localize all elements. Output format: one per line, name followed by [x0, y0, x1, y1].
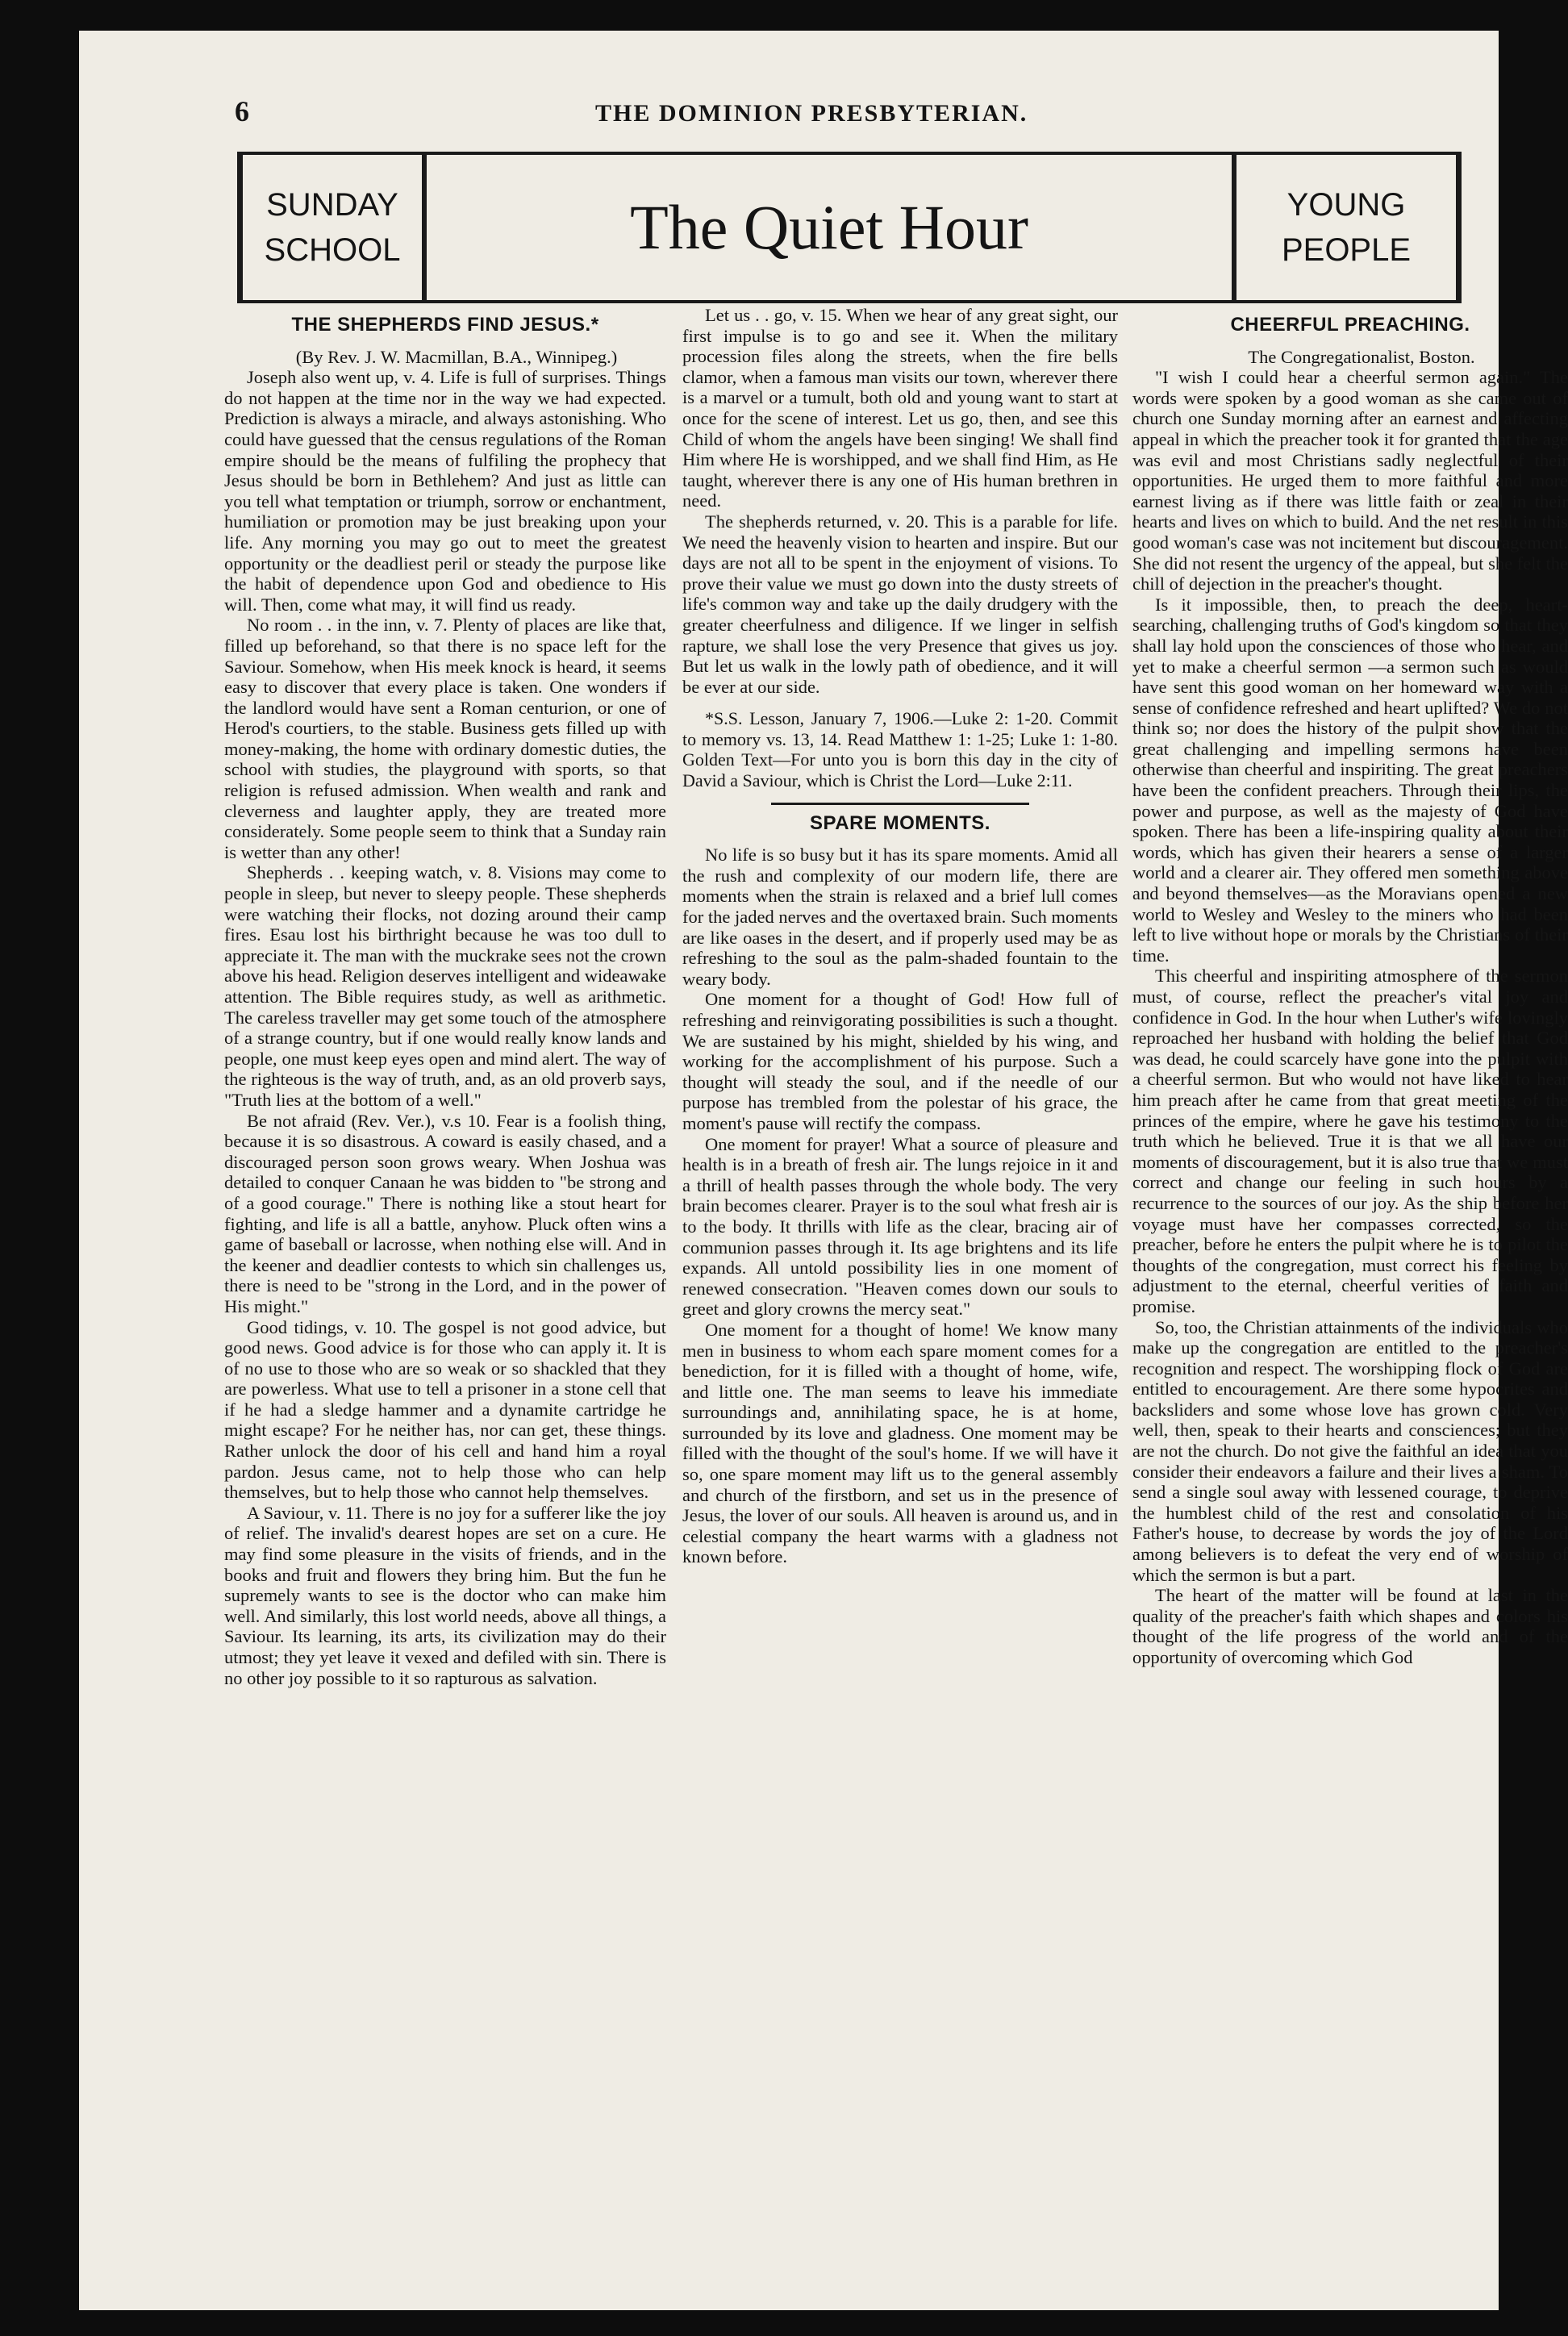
banner-title: The Quiet Hour — [630, 192, 1028, 262]
banner-left-line1: SUNDAY — [266, 187, 398, 223]
article-paragraph: One moment for a thought of home! We know many men in business to whom each spare moment comes for a benediction, for it is filled with a thought of home, wife, and little one. The man seems to leave his immediate surroundings and, annihilating space, he is at home, surrounded by its love and gladness. One moment may be filled with the thought of the soul's home. If we will have it so, one spare moment may lift us to the general assembly and church of the firstborn, and set us in the presence of Jesus, the lover of our souls. All heaven is around us, and in celestial company the heart warms with a gladness not known before. — [682, 1319, 1118, 1567]
article-byline: (By Rev. J. W. Macmillan, B.A., Winnipeg.) — [295, 346, 618, 367]
article-paragraph: "I wish I could hear a cheerful sermon again." The words were spoken by a good woman as she came out of church one Sunday morning after an earnest and affecting appeal in which the preacher took it for granted that the age was evil and most Christians sadly neglectful of their opportunities. He urged them to more faithful and more earnest living as if there was little faith or zeal in their hearts and lives on which to build. And the net result in this good woman's case was not incitement but discouragement. She did not resent the urgency of the appeal, but she felt the chill of dejection in the preacher's thought. — [1132, 367, 1568, 594]
banner-right-line1: YOUNG — [1287, 187, 1406, 223]
running-head — [79, 31, 1499, 136]
article-paragraph: The heart of the matter will be found at last in the quality of the preacher's faith which shapes and colors his thought of the life progress of the world and of the opportunity of overcoming which God — [1132, 1585, 1568, 1667]
article-paragraph: Joseph also went up, v. 4. Life is full of surprises. Things do not happen at the time nor in the way we had expected. Prediction is always a miracle, and always astonishing. Who could have guessed that the census regulations of the Roman empire should be the means of fulfiling the prophecy that Jesus should be born in Bethlehem? And just as little can you tell what temptation or triumph, sorrow or enchantment, humiliation or promotion may be just breaking upon your life. Any morning you may go out to meet the greatest opportunity or the deadliest peril or steady the purpose like the habit of dependence upon God and obedience to His will. Then, come what may, it will find us ready. — [224, 367, 666, 615]
banner-right-box — [1232, 155, 1456, 300]
article-paragraph: Is it impossible, then, to preach the deep, heart-searching, challenging truths of God's kingdom so that they shall lay hold upon the consciences of those who hear, and yet to make a cheerful sermon —a sermon such as would have sent this good woman on her homeward way with a sense of confidence refreshed and heart uplifted? We do not think so; nor does the history of the pulpit show that the great challenging and impelling sermons have been otherwise than cheerful and inspiriting. The great preachers have been the confident preachers. Through their lips, the power and purpose, as well as the majesty of God have spoken. There has been a life-inspiring quality about their words, which has given their hearers a sense of a larger world and a clearer air. They offered men something above and beyond themselves—as the Moravians opened a new world to Wesley and Wesley to the miners who had been left to live without hope or morals by the Christians of their time. — [1132, 594, 1568, 966]
article-paragraph: No room . . in the inn, v. 7. Plenty of places are like that, filled up beforehand, so that there is no space left for the Saviour. Somehow, when His meek knock is heard, it seems easy to discover that every place is taken. One wonders if the landlord would have sent a Roman centurion, or one of Herod's courtiers, to the stable. Business gets filled up with money-making, the home with ordinary domestic duties, the school with studies, the playground with sports, so that religion is refused admission. When wealth and rank and cleverness and laughter apply, they are treated more considerately. Some people seem to think that a Sunday rain is wetter than any other! — [224, 615, 666, 862]
column-1 — [224, 305, 666, 1688]
footnote-text: *S.S. Lesson, January 7, 1906.—Luke 2: 1-20. Commit to memory vs. 13, 14. Read Matthew 1: 1-25; Luke 1: 1-80. Golden Text—For unto you is born this day in the city of David a Saviour, which is Christ the Lord—Luke 2:11. — [682, 708, 1118, 791]
article-paragraph: One moment for a thought of God! How full of refreshing and reinvigorating possibilities is such a thought. We are sustained by his might, shielded by his wing, and working for the accomplishment of his purpose. Such a thought will steady the soul, and if the needle of our purpose has trembled from the polestar of his grace, the moment's pause will rectify the compass. — [682, 989, 1118, 1133]
article-title-cheerful-preaching: CHEERFUL PREACHING. — [1230, 314, 1470, 336]
article-paragraph: So, too, the Christian attainments of the individuals who make up the congregation are entitled to the preacher's recognition and respect. The worshipping flock of God are entitled to encouragement. Are there some hypocrites and backsliders and some whose love has grown cold. Very well, then, speak to their hearts and consciences; but they are not the church. Do not give the faithful an idea that you consider their endeavors a failure and their lives a sham. To send a single soul away with lessened courage, to deprive the humblest child of the rest and consolation of his Father's house, to decrease by words the joy of the Lord among believers is to defeat the very end of worship of which the sermon is but a part. — [1132, 1316, 1568, 1585]
journal-title: THE DOMINION PRESBYTERIAN. — [595, 100, 1028, 127]
lesson-footnote — [682, 708, 1118, 790]
newspaper-page — [79, 31, 1568, 2310]
article-title-shepherds: THE SHEPHERDS FIND JESUS.* — [291, 314, 599, 336]
article-paragraph: One moment for prayer! What a source of pleasure and health is in a breath of fresh air. The lungs rejoice in it and a thrill of health passes through the whole body. The very brain becomes clearer. Prayer is to the soul what fresh air is to the body. It thrills with life as the clear, bracing air of communion passes through it. Its age brightens and its life expands. All untold possibility lies in one moment of renewed consecration. "Heaven comes down our souls to greet and glory crowns the mercy seat." — [682, 1133, 1118, 1320]
article-source: The Congregationalist, Boston. — [1248, 346, 1475, 367]
section-banner — [237, 152, 1462, 303]
column-3 — [1132, 305, 1568, 1668]
article-paragraph: No life is so busy but it has its spare moments. Amid all the rush and complexity of our modern life, there are moments when the strain is relaxed and a brief lull comes for the jaded nerves and the overtaxed brain. Such moments are like oases in the desert, and if properly used may be as refreshing to the soul as the palm-shaded fountain to the weary body. — [682, 845, 1118, 989]
column-2 — [682, 305, 1118, 1567]
article-paragraph: Be not afraid (Rev. Ver.), v.s 10. Fear is a foolish thing, because it is so disastrous. A coward is easily chased, and a discouraged person soon grows weary. When Joshua was detailed to conquer Canaan he was bidden to "be strong and of a good courage." There is nothing like a stout heart for fighting, and life is all a battle, anyhow. Pluck often wins a game of baseball or lacrosse, when nothing else will. And in the keener and deadlier contests to which sin challenges us, there is need to be "strong in the Lord, and in the power of His might." — [224, 1110, 666, 1316]
banner-right-line2: PEOPLE — [1281, 232, 1412, 268]
article-paragraph: This cheerful and inspiriting atmosphere of the sermon must, of course, reflect the preacher's vital joy and confidence in God. In the hour when Luther's wife lovingly reproached her husband with holding the belief that God was dead, he could scarcely have gone into the pulpit with a cheerful sermon. But who would not have liked to hear him preach after he came from that great meeting of the princes of the empire, where he gave his testimony to the truth which he believed. True it is that we all have our moments of discouragement, but it is also true that we must correct and change our feeling in such hours by a recurrence to the sources of our joy. As the ship before her voyage must have her compasses corrected, so the preacher, before he enters the pulpit where he is to pilot the thoughts of the congregation, must correct his feeling by adjustment to the eternal, cheerful verities of faith and promise. — [1132, 966, 1568, 1316]
page-number: 6 — [235, 95, 249, 127]
article-title-spare-moments: SPARE MOMENTS. — [810, 811, 990, 834]
article-paragraph: A Saviour, v. 11. There is no joy for a sufferer like the joy of relief. The invalid's dearest hopes are set on a cure. He may find some pleasure in the visits of friends, and in the books and fruit and flowers they bring him. But the fun he supremely wants to see is the doctor who can make him well. And similarly, this lost world needs, above all things, a Saviour. Its learning, its arts, its civilization may do their utmost; they yet leave it vexed and defiled with sin. There is no other joy possible to it so rapturous as salvation. — [224, 1502, 666, 1688]
banner-left-line2: SCHOOL — [264, 232, 401, 268]
article-paragraph: Good tidings, v. 10. The gospel is not good advice, but good news. Good advice is for those who can apply it. It is of no use to those who are so weak or so shackled that they are powerless. What use to tell a prisoner in a stone cell that if he had a sledge hammer and a dynamite cartridge he might escape? For he neither has, nor can get, these things. Rather unlock the door of his cell and hand him a royal pardon. Jesus came, not to help those who can help themselves, but to help those who cannot help themselves. — [224, 1316, 666, 1503]
article-paragraph: Shepherds . . keeping watch, v. 8. Visions may come to people in sleep, but never to sleepy people. These shepherds were watching their flocks, not dozing around their camp fires. Esau lost his birthright because he was too dull to appreciate it. The man with the muckrake sees not the crown above his head. Religion deserves intelligent and wideawake attention. The Bible requires study, as well as arithmetic. The careless traveller may get some touch of the atmosphere of a strange country, but if one would really know lands and people, one must keep eyes open and mind alert. The way of the righteous is the way of truth, and, as an old proverb says, "Truth lies at the bottom of a well." — [224, 862, 666, 1110]
article-paragraph: The shepherds returned, v. 20. This is a parable for life. We need the heavenly vision to hearten and inspire. But our days are not all to be spent in the enjoyment of visions. To prove their value we must go down into the dusty streets of life's common way and take up the daily drudgery with the greater cheerfulness and diligence. If we linger in selfish rapture, we shall lose the very Presence that gives us joy. But let us walk in the lowly path of obedience, and it will be ever at our side. — [682, 511, 1118, 697]
banner-left-box — [243, 155, 427, 300]
article-paragraph: Let us . . go, v. 15. When we hear of any great sight, our first impulse is to go and see it. When the military procession files along the streets, when the fire bells clamor, when a famous man visits our town, wherever there is a marvel or a tumult, both old and young want to start at once for the scene of interest. Let us go, then, and see this Child of whom the angels have been singing! We shall find Him where He is worshipped, and we shall find Him, as He taught, wherever there is any one of His human brethren in need. — [682, 305, 1118, 511]
section-divider — [771, 803, 1029, 805]
